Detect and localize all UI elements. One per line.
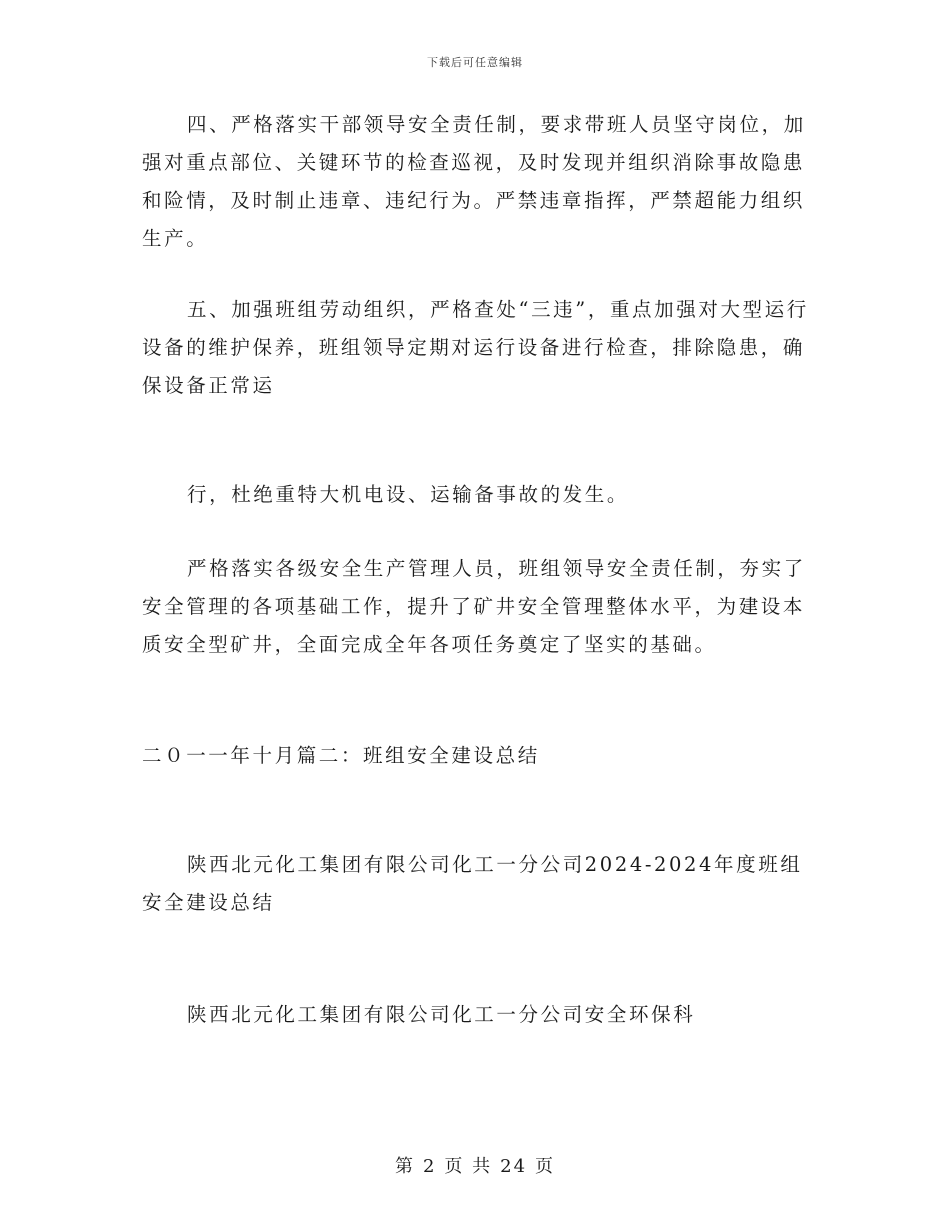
paragraph-summary: 严格落实各级安全生产管理人员，班组领导安全责任制，夯实了安全管理的各项基础工作，提升了矿井安全管理整体水平，为建设本质安全型矿井，全面完成全年各项任务奠定了坚实的基础。 <box>142 557 806 656</box>
footer-label-page: 第 <box>394 1156 415 1177</box>
footer-total-pages: 24 <box>500 1156 528 1177</box>
footer-label-of: 页 共 <box>444 1156 493 1177</box>
article-title: 陕西北元化工集团有限公司化工一分公司2024-2024年度班组安全建设总结 <box>142 853 803 914</box>
footer-current-page: 2 <box>422 1156 437 1177</box>
department-name: 陕西北元化工集团有限公司化工一分公司安全环保科 <box>187 1003 696 1026</box>
paragraph-section-four: 四、严格落实干部领导安全责任制，要求带班人员坚守岗位，加强对重点部位、关键环节的检查巡视，及时发现并组织消除事故隐患和险情，及时制止违章、违纪行为。严禁违章指挥，严禁超能力组织生产。 <box>142 113 806 250</box>
paragraph-section-five: 五、加强班组劳动组织，严格查处“三违”，重点加强对大型运行设备的维护保养，班组领导定期对运行设备进行检查，排除隐患，确保设备正常运 <box>142 298 809 397</box>
date-and-article-title: 二０一一年十月篇二：班组安全建设总结 <box>142 744 540 767</box>
page-footer <box>0 1152 950 1178</box>
page-header: 下载后可任意编辑 <box>427 56 523 69</box>
paragraph-continuation: 行，杜绝重特大机电设、运输备事故的发生。 <box>187 483 630 506</box>
footer-label-end: 页 <box>535 1156 556 1177</box>
